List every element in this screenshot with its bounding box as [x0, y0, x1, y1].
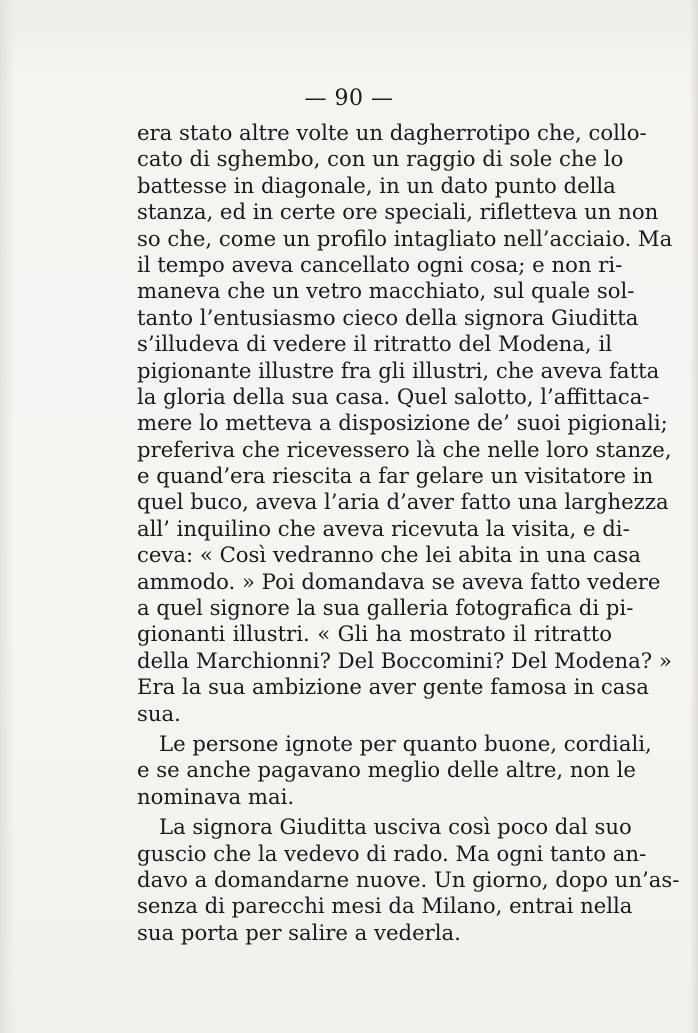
text-line: quel buco, aveva l’aria d’aver fatto una larghezza [137, 489, 669, 515]
text-line: e quand’era riescita a far gelare un visitatore in [137, 463, 654, 489]
text-line: sua porta per salire a vederla. [137, 919, 461, 945]
text-line: davo a domandarne nuove. Un giorno, dopo un’as- [137, 866, 680, 892]
page-gutter-shadow [0, 0, 14, 1033]
text-line: maneva che un vetro macchiato, sul quale sol- [137, 278, 635, 304]
body-text [137, 120, 680, 946]
text-line: tanto l’entusiasmo cieco della signora Giuditta [137, 304, 639, 330]
text-line: la gloria della sua casa. Quel salotto, l’affittaca- [137, 383, 650, 409]
text-line: mere lo metteva a disposizione de’ suoi pigionali; [137, 410, 668, 436]
text-line: sua. [137, 700, 181, 726]
text-line: a quel signore la sua galleria fotografica di pi- [137, 595, 634, 621]
text-line: nominava mai. [137, 783, 295, 809]
text-line: della Marchionni? Del Boccomini? Del Modena? » [137, 647, 672, 673]
text-line: ceva: « Così vedranno che lei abita in una casa [137, 542, 641, 568]
text-line: ammodo. » Poi domandava se aveva fatto vedere [137, 568, 661, 594]
text-line: era stato altre volte un dagherrotipo che, collo- [137, 120, 647, 145]
text-line: all’ inquilino che aveva ricevuta la visita, e di- [137, 515, 630, 541]
paragraph [137, 814, 680, 946]
paragraph [137, 120, 673, 727]
page-number: — 90 — [304, 86, 394, 111]
text-line: La signora Giuditta usciva così poco dal suo [159, 814, 632, 840]
text-line: Le persone ignote per quanto buone, cordiali, [159, 730, 652, 756]
text-line: so che, come un profilo intagliato nell’acciaio. Ma [137, 225, 673, 251]
text-line: e se anche pagavano meglio delle altre, non le [137, 757, 636, 783]
text-line: senza di parecchi mesi da Milano, entrai nella [137, 893, 633, 919]
text-line: s’illudeva di vedere il ritratto del Modena, il [137, 331, 612, 357]
text-line: guscio che la vedevo di rado. Ma ogni tanto an- [137, 840, 647, 866]
text-line: il tempo aveva cancellato ogni cosa; e non ri- [137, 251, 623, 277]
text-line: gionanti illustri. « Gli ha mostrato il ritratto [137, 621, 612, 647]
text-line: preferiva che ricevessero là che nelle loro stanze, [137, 436, 672, 462]
paragraph [137, 730, 652, 810]
text-line: stanza, ed in certe ore speciali, rifletteva un non [137, 199, 659, 225]
text-line: pigionante illustre fra gli illustri, che aveva fatta [137, 357, 660, 383]
text-line: battesse in diagonale, in un dato punto della [137, 172, 616, 198]
text-line: Era la sua ambizione aver gente famosa in casa [137, 674, 649, 700]
page-edge-shadow [690, 0, 698, 1033]
text-line: cato di sghembo, con un raggio di sole che lo [137, 146, 624, 172]
